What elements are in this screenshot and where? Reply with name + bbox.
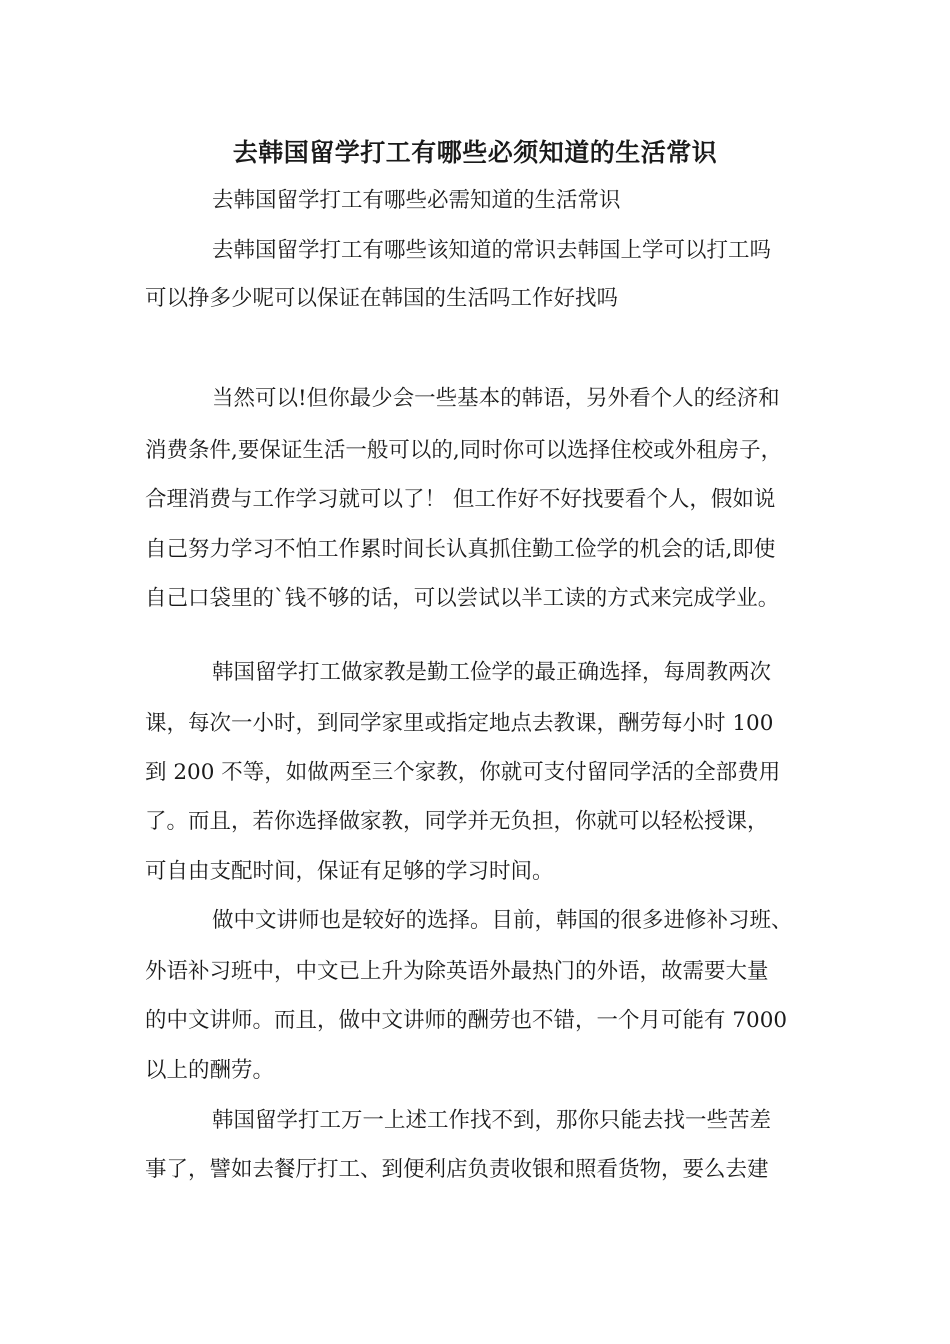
paragraph-line: 以上的酬劳。 — [145, 1058, 275, 1083]
paragraph-line: 消费条件,要保证生活一般可以的,同时你可以选择住校或外租房子， — [145, 438, 783, 463]
paragraph-line: 课，每次一小时，到同学家里或指定地点去教课，酬劳每小时 100 — [145, 711, 774, 736]
paragraph-line: 韩国留学打工万一上述工作找不到，那你只能去找一些苦差 — [212, 1108, 772, 1133]
question-line: 可以挣多少呢可以保证在韩国的生活吗工作好找吗 — [145, 286, 619, 311]
paragraph-line: 当然可以!但你最少会一些基本的韩语，另外看个人的经济和 — [212, 386, 780, 411]
paragraph-line: 自己努力学习不怕工作累时间长认真抓住勤工俭学的机会的话,即使 — [145, 537, 776, 562]
document-title: 去韩国留学打工有哪些必须知道的生活常识 — [232, 138, 718, 167]
paragraph-line: 合理消费与工作学习就可以了！ 但工作好不好找要看个人，假如说 — [145, 487, 776, 512]
paragraph-line: 事了，譬如去餐厅打工、到便利店负责收银和照看货物，要么去建 — [145, 1157, 769, 1182]
paragraph-line: 可自由支配时间，保证有足够的学习时间。 — [145, 859, 554, 884]
document-subtitle: 去韩国留学打工有哪些必需知道的生活常识 — [212, 188, 621, 213]
paragraph-line: 外语补习班中，中文已上升为除英语外最热门的外语，故需要大量 — [145, 959, 769, 984]
paragraph-line: 自己口袋里的`钱不够的话，可以尝试以半工读的方式来完成学业。 — [145, 586, 780, 611]
paragraph-line: 做中文讲师也是较好的选择。目前，韩国的很多进修补习班、 — [212, 908, 793, 933]
paragraph-line: 韩国留学打工做家教是勤工俭学的最正确选择，每周教两次 — [212, 660, 772, 685]
paragraph-line: 的中文讲师。而且，做中文讲师的酬劳也不错，一个月可能有 7000 — [145, 1008, 788, 1033]
question-line: 去韩国留学打工有哪些该知道的常识去韩国上学可以打工吗 — [212, 238, 772, 263]
paragraph-line: 了。而且，若你选择做家教，同学并无负担，你就可以轻松授课， — [145, 809, 769, 834]
paragraph-line: 到 200 不等，如做两至三个家教，你就可支付留同学活的全部费用 — [145, 760, 781, 785]
